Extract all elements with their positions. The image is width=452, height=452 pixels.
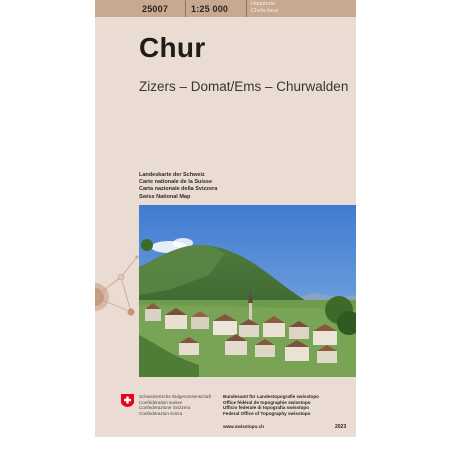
office-fr: Office fédéral de topographie swisstopo: [223, 399, 311, 405]
compass-rose-icon: [95, 240, 145, 330]
map-cover: [95, 0, 356, 437]
map-subtitle: Zizers – Domat/Ems – Churwalden: [139, 79, 349, 94]
series-name-it: Carta nazionale della Svizzera: [139, 186, 218, 193]
bar-divider: [185, 0, 186, 17]
category-line-2: Chefs-lieux: [251, 7, 279, 14]
office-en: Federal Office of Topography swisstopo: [223, 410, 311, 416]
confederation-rm: Confederaziun svizra: [139, 410, 183, 416]
series-name-block: [139, 172, 217, 201]
website-link[interactable]: www.swisstopo.ch: [223, 424, 264, 429]
sheet-number: 25007: [142, 4, 169, 14]
map-scale: 1:25 000: [191, 4, 229, 14]
confederation-it: Confederazione Svizzera: [139, 405, 191, 410]
series-name-en: Swiss National Map: [139, 193, 191, 200]
bar-divider: [246, 0, 247, 17]
confederation-de: Schweizerische Eidgenossenschaft: [139, 394, 212, 399]
office-block: [223, 394, 319, 416]
cover-footer: [95, 386, 356, 437]
confederation-block: [139, 394, 211, 416]
confederation-fr: Confédération suisse: [139, 399, 183, 405]
cover-top-bar: [95, 0, 356, 17]
edition-year: 2023: [335, 424, 347, 430]
cover-photo: [139, 205, 356, 377]
category-line-1: Hauptorte: [251, 1, 276, 7]
office-de: Bundesamt für Landestopografie swisstopo: [223, 394, 319, 399]
series-name-de: Landeskarte der Schweiz: [139, 172, 205, 178]
series-name-fr: Carte nationale de la Suisse: [139, 179, 213, 186]
swiss-flag-icon: [121, 394, 134, 407]
office-it: Ufficio federale di topografia swisstopo: [223, 405, 310, 410]
category-label: [251, 1, 279, 14]
map-title: Chur: [139, 32, 206, 63]
